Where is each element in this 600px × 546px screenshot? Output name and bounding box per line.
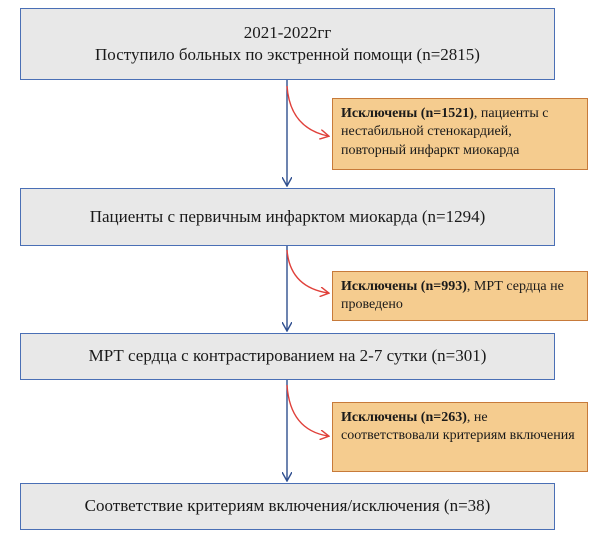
box-mri <box>20 333 555 380</box>
exclusion-arrow-2 <box>287 250 328 293</box>
box-mri-label: МРТ сердца с контрастированием на 2-7 сутки (n=301) <box>88 346 487 366</box>
box-admitted-period: 2021-2022гг <box>243 22 332 42</box>
box-criteria-label: Соответствие критериям включения/исключения (n=38) <box>84 496 491 516</box>
exclusion-3-count: Исключены (n=263) <box>341 410 467 425</box>
exclusion-box-1 <box>332 98 588 170</box>
exclusion-2-count: Исключены (n=993) <box>341 279 467 294</box>
exclusion-1-count: Исключены (n=1521) <box>341 106 474 121</box>
exclusion-box-3 <box>332 402 588 472</box>
box-admitted-label: Поступило больных по экстренной помощи (n=2815) <box>95 45 480 64</box>
box-primary-mi-label: Пациенты с первичным инфарктом миокарда (n=1294) <box>89 206 486 226</box>
exclusion-3-reason: , не соответствовали критериям включения <box>341 410 575 444</box>
exclusion-1-reason: , пациенты с нестабильной стенокардией, повторный инфаркт миокарда <box>341 106 549 158</box>
box-criteria <box>20 483 555 530</box>
exclusion-2-reason: , МРТ сердца не проведено <box>341 279 564 313</box>
box-primary-mi <box>20 188 555 246</box>
exclusion-arrow-3 <box>287 385 328 436</box>
exclusion-box-2 <box>332 271 588 321</box>
exclusion-arrow-1 <box>287 86 328 136</box>
box-admitted <box>20 8 555 80</box>
